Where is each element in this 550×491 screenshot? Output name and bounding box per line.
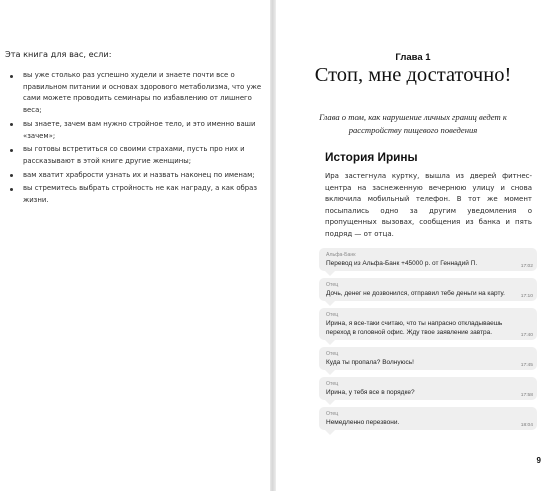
story-paragraph: Ира застегнула куртку, вышла из дверей фитнес-центра на заснеженную вечернюю улицу и снова включила мобильный телефон. В тот же момент посыпались одно за другим уведомления о пропущенных вызовах, сообщения из банка и пять подряд — от отца.	[325, 172, 532, 238]
list-item: вы готовы встретиться со своими страхами, пусть про них и рассказывают в этой книге другие женщины;	[9, 144, 263, 167]
message-sender: Отец	[326, 351, 339, 357]
list-item: вы стремитесь выбрать стройность не как награду, а как образ жизни.	[9, 183, 263, 206]
list-item: вы уже столько раз успешно худели и знаете почти все о правильном питании и основах здорового метаболизма, что уже сами можете проводить семинары по избавлению от лишнего веса;	[9, 70, 263, 117]
message-bubble	[319, 278, 537, 301]
chapter-number: Глава 1	[395, 52, 431, 63]
message-time: 17:58	[520, 393, 533, 398]
message-sender: Альфа-Банк	[326, 252, 356, 258]
chapter-title: Стоп, мне достаточно!	[314, 64, 512, 86]
section-heading: История Ирины	[325, 150, 418, 164]
message-bubble	[319, 407, 537, 430]
right-page	[276, 0, 550, 491]
message-list	[319, 248, 537, 437]
message-bubble	[319, 377, 537, 400]
bullet-list	[9, 70, 263, 209]
message-time: 17:40	[520, 333, 533, 338]
message-time: 17:10	[520, 294, 533, 299]
message-bubble	[319, 347, 537, 370]
list-item: вы знаете, зачем вам нужно стройное тело, и это именно ваши «зачем»;	[9, 119, 263, 142]
list-item: вам хватит храбрости узнать их и назвать наконец по именам;	[9, 170, 263, 182]
message-sender: Отец	[326, 312, 339, 318]
message-time: 17:45	[520, 363, 533, 368]
message-sender: Отец	[326, 282, 339, 288]
message-text: Ирина, я все-таки считаю, что ты напрасно откладываешь переход в головной офис. Жду твое заявление завтра.	[326, 320, 503, 336]
message-text: Немедленно перезвони.	[326, 419, 400, 426]
intro-heading: Эта книга для вас, если:	[5, 49, 112, 59]
message-time: 18:04	[520, 423, 533, 428]
chapter-subtitle: Глава о том, как нарушение личных границ ведет к расстройству пищевого поведения	[319, 112, 507, 135]
left-page	[0, 0, 270, 491]
message-text: Ирина, у тебя все в порядке?	[326, 389, 415, 396]
page-number: 9	[536, 456, 541, 465]
message-bubble	[319, 308, 537, 340]
message-text: Перевод из Альфа-Банк +45000 р. от Геннадий П.	[326, 260, 478, 267]
message-text: Дочь, денег не дозвонился, отправил тебе деньги на карту.	[326, 290, 505, 297]
message-sender: Отец	[326, 381, 339, 387]
message-sender: Отец	[326, 411, 339, 417]
message-time: 17:02	[520, 264, 533, 269]
message-bubble	[319, 248, 537, 271]
message-text: Куда ты пропала? Волнуюсь!	[326, 359, 414, 366]
